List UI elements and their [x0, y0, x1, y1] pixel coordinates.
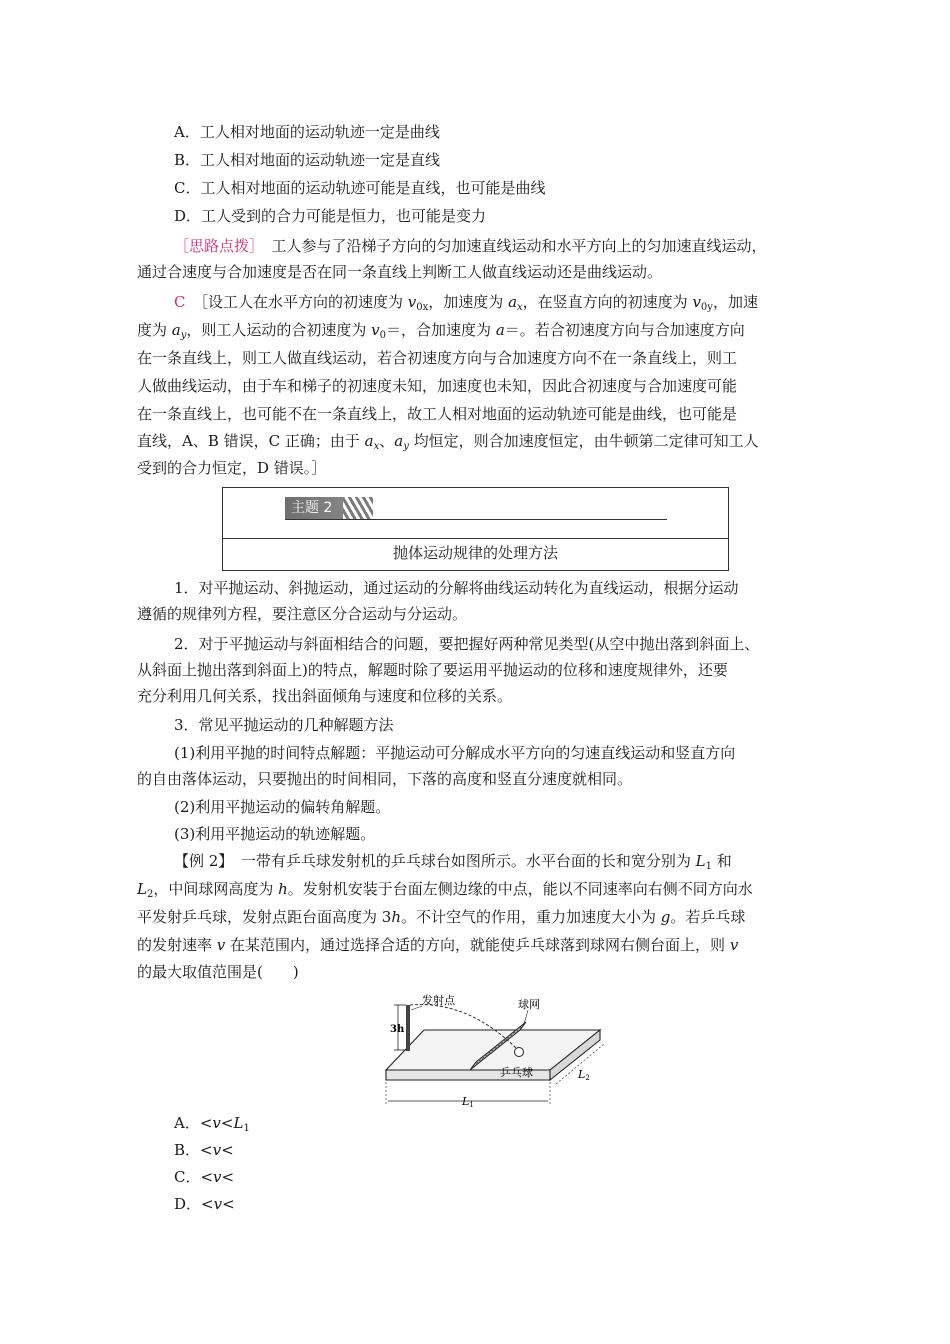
- option-c: C．工人相对地面的运动轨迹可能是直线，也可能是曲线: [174, 179, 546, 197]
- sym-v: v: [729, 936, 739, 954]
- sym-h: h: [391, 908, 401, 926]
- sol-text: ＝，合加速度为: [386, 321, 496, 339]
- point-2-line-1: 2．对于平抛运动与斜面相结合的问题，要把握好两种常见类型(从空中抛出落到斜面上、: [174, 635, 760, 653]
- ex-option-text: <: [221, 1141, 234, 1159]
- topic-label: 主题 2: [285, 497, 365, 519]
- sub-y: y: [180, 330, 187, 341]
- sym-a: a: [171, 321, 181, 339]
- sol-text: ＝。若合初速度方向与合加速度方向: [504, 321, 745, 339]
- method-1-line-1: (1)利用平抛的时间特点解题：平抛运动可分解成水平方向的匀速直线运动和竖直方向: [174, 744, 736, 762]
- example-2-line-3: [137, 907, 745, 927]
- ex-option-text: <: [221, 1168, 235, 1186]
- ex-text: 。若乒乓球: [670, 908, 746, 926]
- hint-line-1: [174, 236, 767, 256]
- sub-0y: 0y: [700, 302, 713, 313]
- example-2-line-4: [137, 935, 738, 955]
- option-a: A．工人相对地面的运动轨迹一定是曲线: [174, 123, 440, 141]
- method-3: (3)利用平抛运动的轨迹解题。: [174, 825, 376, 843]
- hint-label: ［思路点拨］: [174, 237, 257, 255]
- solution-line-1: [174, 292, 758, 312]
- point-2-line-2: 从斜面上抛出落到斜面上)的特点，解题时除了要运用平抛运动的位移和速度规律外，还要: [137, 661, 728, 679]
- sol-text: ，加速: [712, 293, 758, 311]
- ex-text: ，中间球网高度为: [153, 880, 279, 898]
- sym-L: L: [233, 1114, 244, 1132]
- point-2-line-3: 充分利用几何关系，找出斜面倾角与速度和位移的关系。: [137, 687, 513, 705]
- ex-text: 的发射速率: [137, 936, 217, 954]
- solution-line-3: 在一条直线上，则工人做直线运动，若合初速度方向与合加速度方向不在一条直线上，则工: [137, 349, 738, 367]
- ex-option-d: [174, 1194, 235, 1214]
- topic-rule: [285, 519, 667, 520]
- ex-option-text: B．<: [174, 1141, 213, 1159]
- ex-text: 在某范围内，通过选择合适的方向，就能使乒乓球落到球网右侧台面上，则: [225, 936, 730, 954]
- sol-text: 、: [379, 432, 395, 450]
- sym-a: a: [495, 321, 505, 339]
- ex-text: 。不计空气的作用，重力加速度大小为: [401, 908, 661, 926]
- sym-v: v: [407, 293, 417, 311]
- sym-a: a: [394, 432, 404, 450]
- ex-option-c: [174, 1167, 234, 1187]
- option-d: D．工人受到的合力可能是恒力，也可能是变力: [174, 207, 487, 225]
- ping-pong-table-figure: [378, 990, 608, 1110]
- sol-text: ，则工人运动的合初速度为: [186, 321, 372, 339]
- width-label: L2: [578, 1068, 590, 1082]
- ex-option-text: C．<: [174, 1168, 214, 1186]
- sol-text: ，加速度为: [428, 293, 509, 311]
- length-label: L1: [462, 1095, 474, 1109]
- sym-v: v: [212, 1141, 222, 1159]
- sol-text: ，在竖直方向的初速度为: [522, 293, 693, 311]
- sym-a: a: [508, 293, 518, 311]
- sym-v: v: [216, 936, 226, 954]
- ex-option-text: D．<: [174, 1195, 214, 1213]
- option-b: B．工人相对地面的运动轨迹一定是直线: [174, 151, 441, 169]
- ex-text: 。发射机安装于台面左侧边缘的中点，能以不同速率向右侧不同方向水: [287, 880, 753, 898]
- ex-text: 和: [711, 852, 732, 870]
- sol-text: ［设工人在水平方向的初速度为: [200, 293, 408, 311]
- sub-1: 1: [243, 1123, 250, 1134]
- topic-divider: [223, 538, 728, 539]
- solution-line-7: 受到的合力恒定，D 错误。］: [137, 459, 327, 477]
- method-2: (2)利用平抛运动的偏转角解题。: [174, 798, 391, 816]
- sub-y: y: [403, 441, 409, 452]
- method-1-line-2: 的自由落体运动，只要抛出的时间相同，下落的高度和竖直分速度就相同。: [137, 770, 633, 788]
- example-2-line-1: [174, 851, 732, 871]
- sol-text: 均恒定，则合加速度恒定，由牛顿第二定律可知工人: [408, 432, 759, 450]
- sym-h: h: [278, 880, 288, 898]
- ex-option-text: <: [222, 1195, 235, 1213]
- topic-box: [222, 487, 729, 571]
- example-2-line-2: [137, 879, 753, 899]
- sol-text: 直线，A、B 错误，C 正确；由于: [137, 432, 365, 450]
- solution-line-6: [137, 431, 759, 451]
- answer-letter: C: [174, 293, 186, 311]
- solution-line-2: [137, 320, 745, 340]
- solution-line-4: 人做曲线运动，由于车和梯子的初速度未知，加速度也未知，因此合初速度与合加速度可能: [137, 377, 738, 395]
- height-label: 3h: [390, 1024, 405, 1035]
- example-2-line-5: 的最大取值范围是( ): [137, 963, 299, 981]
- sol-text: 度为: [137, 321, 172, 339]
- sub-1: 1: [705, 861, 712, 872]
- ex-option-text: A．<: [174, 1114, 213, 1132]
- sub-x: x: [373, 441, 380, 452]
- ex-option-a: [174, 1113, 250, 1133]
- sym-v: v: [213, 1195, 223, 1213]
- sym-L: L: [695, 852, 706, 870]
- ex-option-b: [174, 1140, 234, 1160]
- sub-x: x: [517, 302, 523, 313]
- point-1-line-1: 1．对平抛运动、斜抛运动，通过运动的分解将曲线运动转化为直线运动，根据分运动: [174, 579, 739, 597]
- net-label: 球网: [518, 998, 540, 1011]
- ball-label: 乒乓球: [500, 1066, 533, 1079]
- sub-2: 2: [146, 889, 154, 900]
- sym-v: v: [212, 1114, 221, 1132]
- solution-line-5: 在一条直线上，也可能不在一条直线上，故工人相对地面的运动轨迹可能是曲线，也可能是: [137, 405, 738, 423]
- example-label: 【例 2】: [174, 852, 226, 870]
- point-3: 3．常见平抛运动的几种解题方法: [174, 716, 394, 734]
- launcher-post: [406, 1005, 410, 1051]
- hint-text-1: 工人参与了沿梯子方向的匀加速直线运动和水平方向上的匀加速直线运动，: [256, 237, 767, 255]
- ex-option-text: <: [220, 1114, 234, 1132]
- point-1-line-2: 遵循的规律列方程，要注意区分合运动与分运动。: [137, 605, 468, 623]
- ex-text: 一带有乒乓球发射机的乒乓球台如图所示。水平台面的长和宽分别为: [225, 852, 696, 870]
- ex-text: 平发射乒乓球，发射点距台面高度为 3: [137, 908, 392, 926]
- sym-v: v: [213, 1168, 222, 1186]
- sym-L: L: [137, 880, 147, 898]
- sub-0x: 0x: [416, 302, 429, 313]
- sym-v: v: [692, 293, 701, 311]
- launch-point-label: 发射点: [422, 994, 455, 1007]
- sym-v: v: [371, 321, 380, 339]
- ball: [515, 1048, 524, 1057]
- sym-g: g: [660, 908, 671, 926]
- topic-subtitle: 抛体运动规律的处理方法: [392, 544, 558, 562]
- topic-banner-decoration: [343, 497, 373, 519]
- hint-line-2: 通过合速度与合加速度是否在同一条直线上判断工人做直线运动还是曲线运动。: [137, 263, 663, 281]
- sym-a: a: [364, 432, 374, 450]
- sub-0: 0: [379, 330, 387, 341]
